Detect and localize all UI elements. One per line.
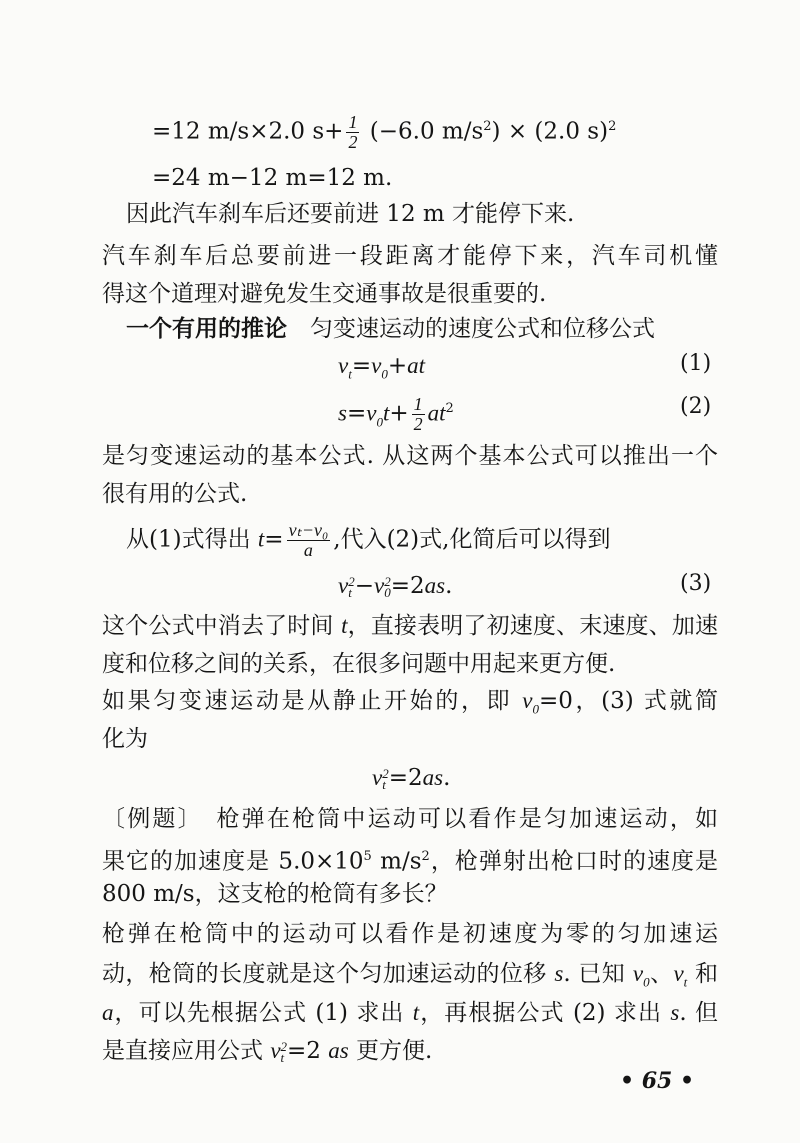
text-run: m/s — [371, 848, 422, 875]
text-run: ，可以先根据公式 (1) 求出 — [113, 1000, 413, 1026]
fraction-denominator: 2 — [348, 132, 358, 153]
subscript: 0 — [643, 974, 650, 990]
text-run: 〔例题〕 枪弹在枪筒中运动可以看作是匀加速运动，如 — [102, 806, 718, 832]
subscript: 0 — [532, 701, 539, 717]
subscript: t — [348, 585, 352, 600]
math-variable: s — [554, 961, 564, 986]
fraction — [412, 395, 425, 434]
math-variable: as — [422, 765, 444, 790]
bold-heading: 一个有用的推论 — [126, 315, 287, 342]
text-line — [126, 314, 655, 344]
text-run: =12 m/s×2.0 s+ — [152, 118, 344, 145]
text-run: ，再根据公式 (2) 求出 — [419, 1000, 671, 1026]
text-line — [372, 763, 450, 793]
math-variable: t — [412, 1000, 420, 1025]
text-run: + — [387, 353, 408, 379]
superscript: 2 — [445, 401, 454, 416]
text-line — [102, 441, 718, 471]
text-line — [338, 394, 454, 437]
text-run: 化为 — [102, 726, 148, 752]
superscript: 2 — [483, 119, 492, 134]
text-line — [102, 919, 718, 949]
text-run: + — [389, 400, 409, 427]
text-run: . 但 — [679, 1000, 719, 1026]
math-variable: v — [522, 688, 533, 713]
subscript: 0 — [384, 585, 391, 600]
equation-number-1: (1) — [680, 351, 712, 376]
text-run: 因此汽车刹车后还要前进 12 m 才能停下来. — [126, 201, 575, 227]
text-run: 是匀变速运动的基本公式. 从这两个基本公式可以推出一个 — [102, 443, 718, 469]
text-line — [102, 959, 718, 998]
text-run: = — [264, 526, 284, 553]
math-variable: v — [632, 961, 644, 986]
subscript: 0 — [376, 414, 383, 430]
text-line — [102, 842, 718, 877]
fraction — [287, 521, 331, 560]
text-run: 度和位移之间的关系，在很多问题中用起来更方便. — [102, 651, 616, 677]
text-line — [102, 879, 448, 909]
math-variable: at — [407, 353, 426, 378]
text-run: ,代入(2)式,化简后可以得到 — [333, 526, 611, 553]
fraction-denominator: 2 — [413, 414, 423, 435]
math-variable: v — [366, 400, 377, 426]
fraction-numerator: 1 — [348, 112, 358, 133]
text-run: =24 m−12 m=12 m. — [152, 165, 393, 191]
fraction-numerator: 1 — [413, 394, 423, 415]
superscript: 2 — [382, 766, 389, 781]
text-run: 800 m/s，这支枪的枪筒有多长？ — [102, 881, 448, 907]
text-line — [102, 649, 615, 679]
math-variable: as — [424, 573, 446, 598]
text-run: 这个公式中消去了时间 — [102, 613, 342, 639]
superscript: 2 — [608, 119, 617, 134]
text-run: − — [354, 573, 374, 599]
math-variable: a — [102, 1000, 114, 1025]
math-variable: as — [328, 1038, 349, 1063]
text-run: 枪弹在枪筒中的运动可以看作是初速度为零的匀加速运 — [102, 921, 718, 947]
text-run: = — [351, 353, 372, 379]
text-run: (−6.0 m/s — [362, 118, 484, 145]
text-run: ，直接表明了初速度、末速度、加速 — [347, 613, 718, 639]
text-line — [126, 199, 574, 229]
math-variable: t — [341, 613, 348, 638]
text-run: 果它的加速度是 5.0×10 — [102, 848, 364, 875]
text-run: 汽车刹车后总要前进一段距离才能停下来，汽车司机懂 — [102, 243, 718, 269]
text-line — [338, 351, 425, 390]
text-run: =2 — [287, 1038, 329, 1064]
fraction-denominator: a — [303, 540, 313, 560]
math-variable: s — [338, 400, 347, 426]
superscript: 5 — [363, 849, 372, 864]
superscript: 2 — [384, 574, 391, 589]
subscript: 0 — [381, 366, 388, 382]
text-line — [102, 279, 546, 309]
text-line — [102, 724, 148, 754]
math-variable: v — [372, 765, 383, 790]
text-run: . — [445, 573, 453, 599]
text-run: 匀变速运动的速度公式和位移公式 — [287, 316, 655, 342]
math-variable: v — [374, 573, 385, 598]
text-run: 得这个道理对避免发生交通事故是很重要的. — [102, 281, 547, 307]
superscript: 2 — [348, 574, 355, 589]
equation-number-3: (3) — [680, 571, 712, 596]
text-run: 、 — [649, 961, 674, 987]
text-line — [126, 521, 610, 560]
text-run: 更方便. — [348, 1038, 433, 1064]
text-line — [102, 998, 718, 1028]
text-run: 和 — [687, 961, 719, 987]
text-line — [152, 112, 616, 152]
text-run: . — [443, 765, 451, 791]
subscript: t — [683, 974, 688, 990]
text-line — [102, 686, 718, 725]
text-run: =0，(3) 式就简 — [538, 688, 719, 714]
text-run: =2 — [388, 765, 423, 791]
math-variable: v — [338, 353, 349, 378]
text-run: 从(1)式得出 — [126, 526, 258, 553]
text-line — [102, 241, 718, 271]
text-run: ) × (2.0 s) — [491, 118, 609, 145]
math-variable: v — [338, 573, 349, 598]
text-line — [338, 571, 452, 601]
math-variable: t — [382, 400, 390, 426]
math-variable: t — [257, 526, 265, 552]
math-variable: v — [673, 961, 684, 986]
math-variable: s — [670, 1000, 680, 1025]
fraction — [346, 113, 359, 152]
text-run: 动，枪筒的长度就是这个匀加速运动的位移 — [102, 961, 555, 987]
math-variable: at — [427, 400, 446, 426]
text-run: 是直接应用公式 — [102, 1038, 271, 1064]
subscript: t — [382, 777, 386, 792]
text-run: ，枪弹射出枪口时的速度是 — [429, 848, 718, 875]
superscript: 2 — [280, 1039, 288, 1054]
text-line — [102, 804, 718, 834]
text-run: = — [346, 400, 367, 427]
text-run: 很有用的公式. — [102, 481, 248, 507]
text-line — [102, 479, 247, 509]
superscript: 2 — [421, 849, 430, 864]
math-variable: v — [371, 353, 382, 378]
text-run: . 已知 — [563, 961, 633, 987]
subscript: t — [280, 1050, 285, 1065]
text-line — [102, 1036, 432, 1066]
math-variable: v — [270, 1038, 281, 1063]
text-line — [102, 611, 718, 641]
text-run: =2 — [390, 573, 425, 599]
page-number: • 65 • — [620, 1068, 695, 1094]
equation-number-2: (2) — [680, 394, 712, 419]
text-line — [152, 163, 392, 193]
fraction-numerator: vₜ−v₀ — [288, 520, 329, 540]
text-run: 如果匀变速运动是从静止开始的，即 — [102, 688, 523, 714]
subscript: t — [348, 366, 352, 382]
